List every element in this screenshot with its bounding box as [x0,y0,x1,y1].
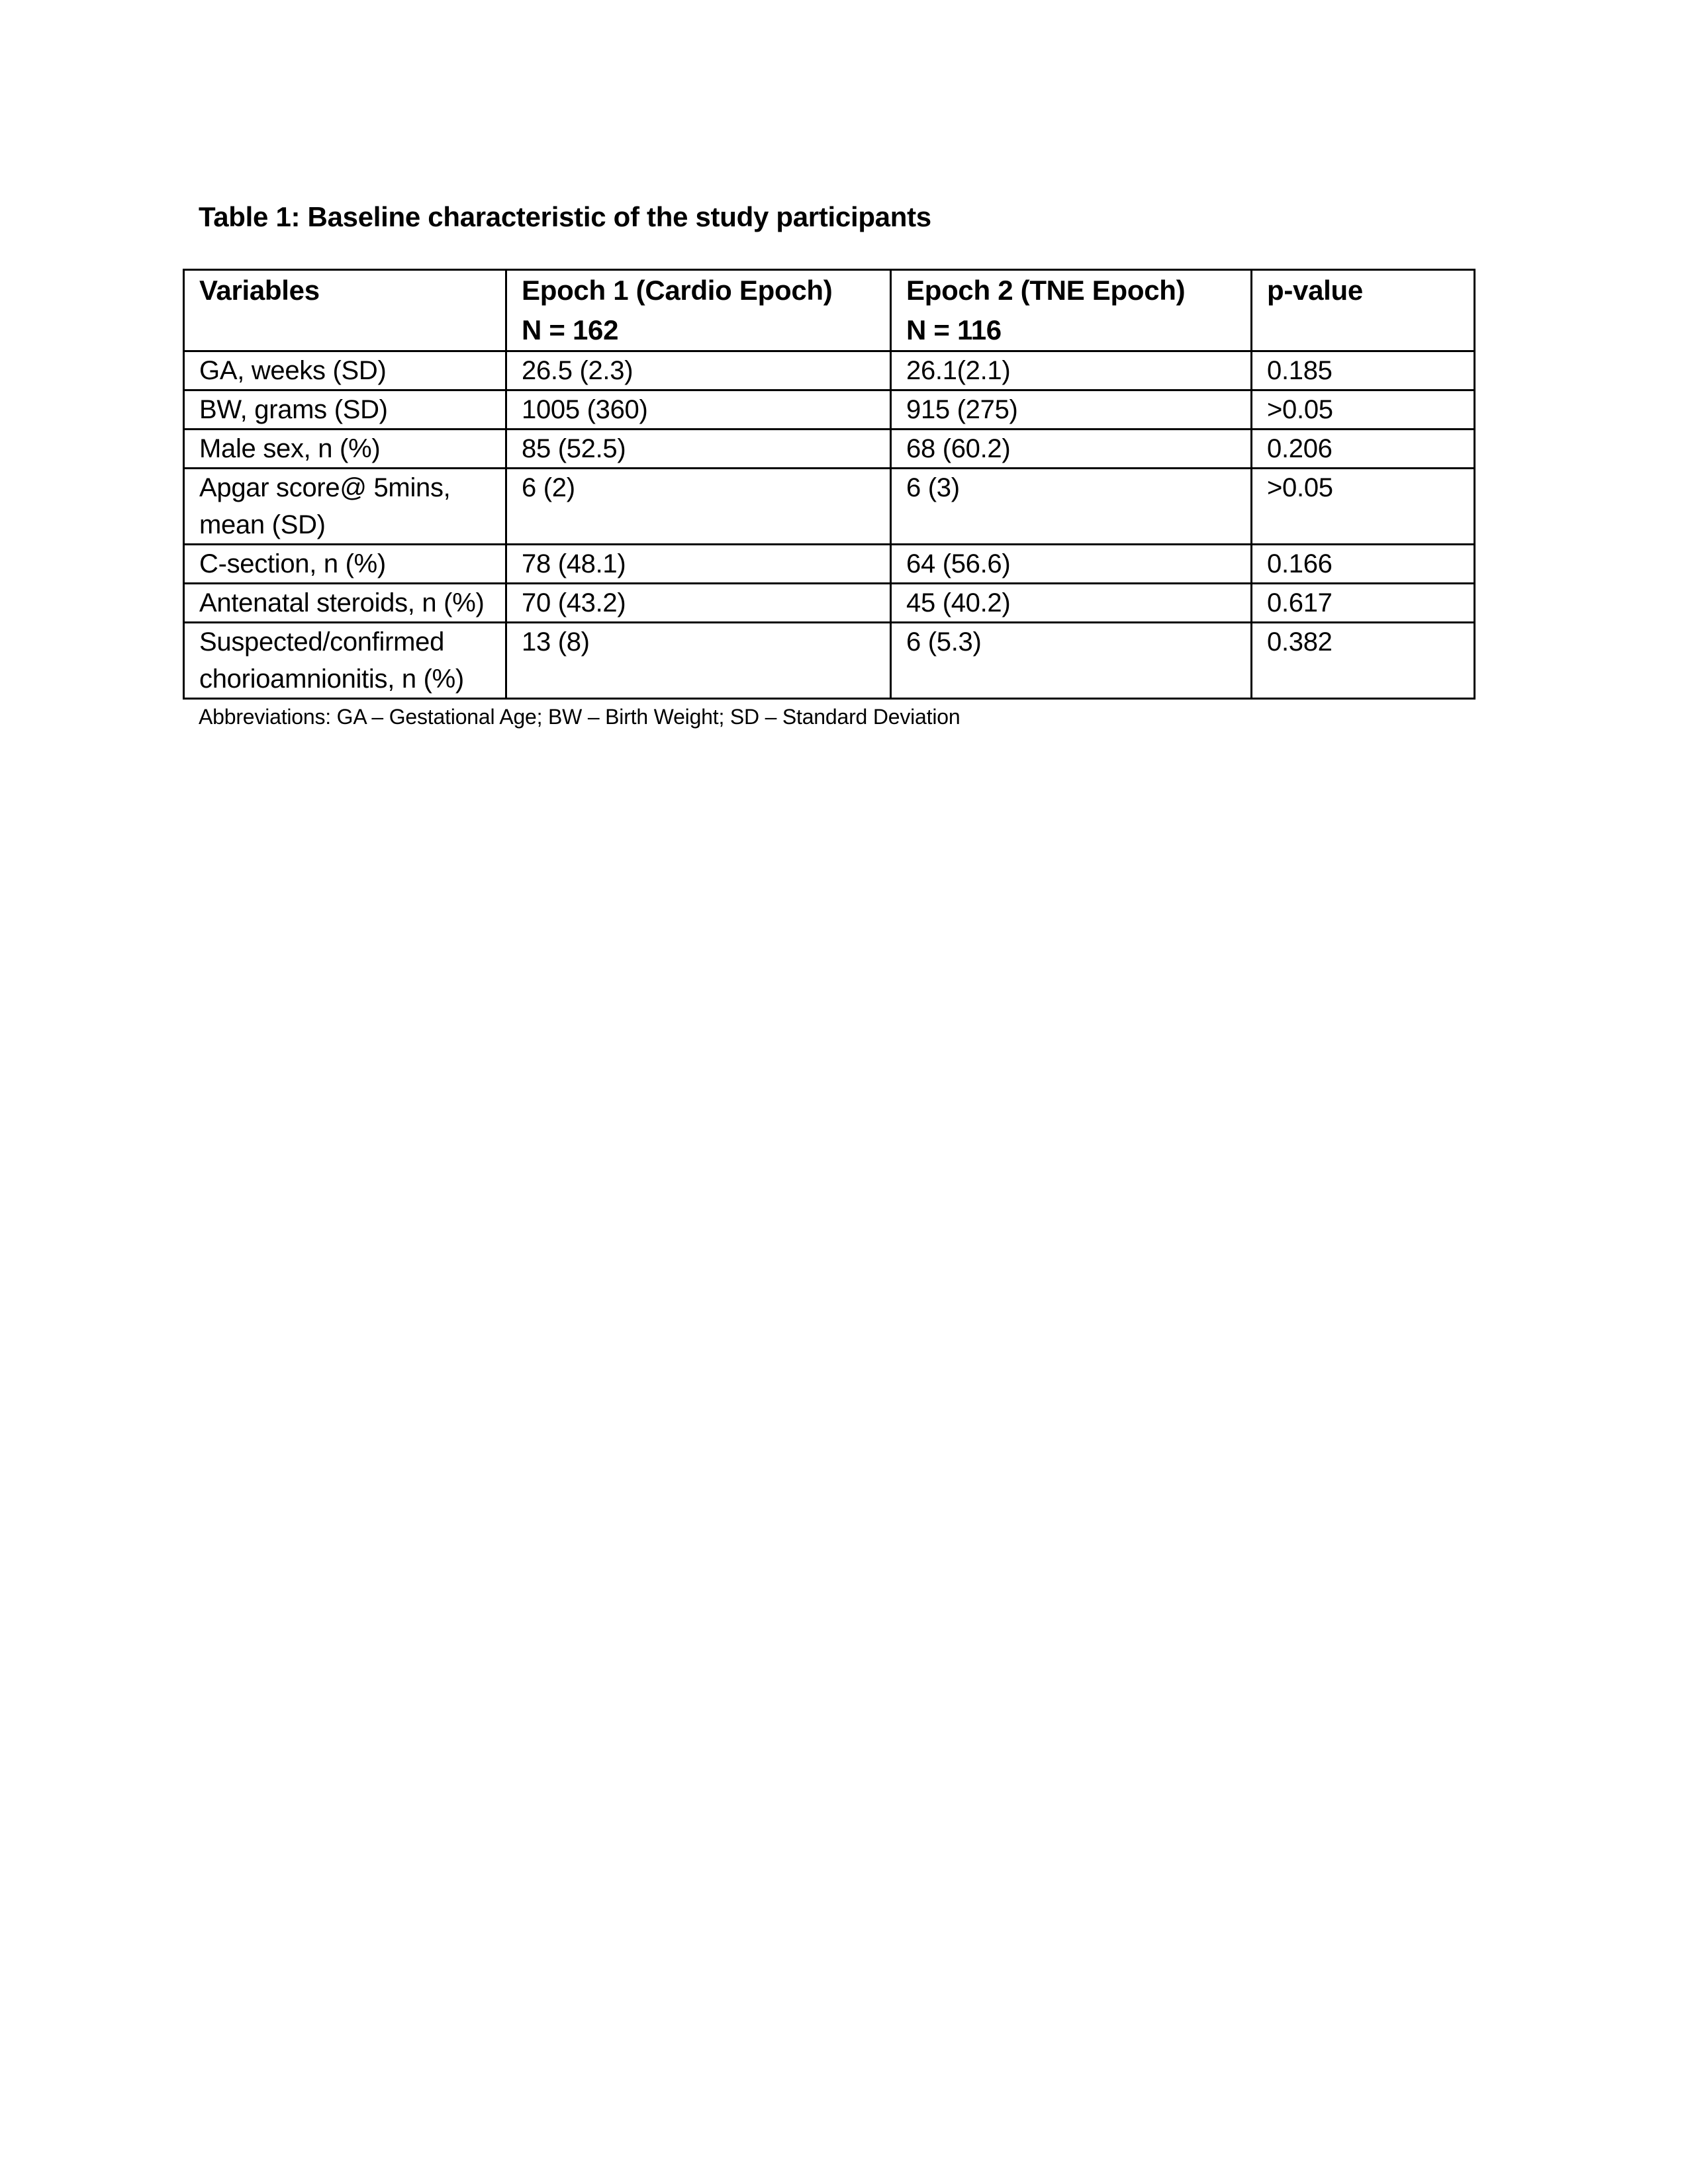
cell-epoch-1: 26.5 (2.3) [506,351,891,390]
header-variables [184,270,506,351]
cell-epoch-2: 68 (60.2) [891,430,1252,469]
cell-epoch-1: 1005 (360) [506,390,891,430]
table-row [184,623,1475,699]
table-row [184,430,1475,469]
cell-variable: Male sex, n (%) [184,430,506,469]
table-caption: Table 1: Baseline characteristic of the study participants [199,201,931,232]
header-epoch-2 [891,270,1252,351]
document-page [183,197,1474,731]
cell-variable: BW, grams (SD) [184,390,506,430]
cell-epoch-2: 6 (3) [891,469,1252,545]
cell-variable: Antenatal steroids, n (%) [184,584,506,623]
table-row [184,545,1475,584]
table-row [184,390,1475,430]
cell-p-value: >0.05 [1252,390,1475,430]
cell-variable: Apgar score@ 5mins, mean (SD) [184,469,506,545]
cell-epoch-2: 26.1(2.1) [891,351,1252,390]
cell-epoch-1: 13 (8) [506,623,891,699]
cell-p-value: 0.382 [1252,623,1475,699]
cell-epoch-2: 64 (56.6) [891,545,1252,584]
cell-p-value: 0.166 [1252,545,1475,584]
header-epoch-1-label: Epoch 1 (Cardio Epoch) [522,275,833,306]
baseline-characteristics-table [183,269,1476,700]
header-p-value [1252,270,1475,351]
header-epoch-1-n: N = 162 [522,314,619,345]
cell-p-value: 0.206 [1252,430,1475,469]
abbreviations-footnote: Abbreviations: GA – Gestational Age; BW – Birth Weight; SD – Standard Deviation [199,705,961,729]
cell-epoch-1: 6 (2) [506,469,891,545]
cell-epoch-1: 78 (48.1) [506,545,891,584]
cell-epoch-2: 6 (5.3) [891,623,1252,699]
cell-epoch-1: 70 (43.2) [506,584,891,623]
header-epoch-1 [506,270,891,351]
cell-epoch-2: 45 (40.2) [891,584,1252,623]
header-p-value-label: p-value [1267,275,1363,306]
cell-p-value: 0.185 [1252,351,1475,390]
cell-epoch-2: 915 (275) [891,390,1252,430]
cell-p-value: >0.05 [1252,469,1475,545]
table-header-row [184,270,1475,351]
cell-variable: Suspected/confirmed chorioamnionitis, n (%) [184,623,506,699]
header-epoch-2-n: N = 116 [906,314,1002,345]
cell-variable: C-section, n (%) [184,545,506,584]
header-epoch-2-label: Epoch 2 (TNE Epoch) [906,275,1186,306]
table-row [184,469,1475,545]
cell-epoch-1: 85 (52.5) [506,430,891,469]
header-variables-label: Variables [199,275,320,306]
cell-variable: GA, weeks (SD) [184,351,506,390]
table-row [184,584,1475,623]
table-row [184,351,1475,390]
cell-p-value: 0.617 [1252,584,1475,623]
